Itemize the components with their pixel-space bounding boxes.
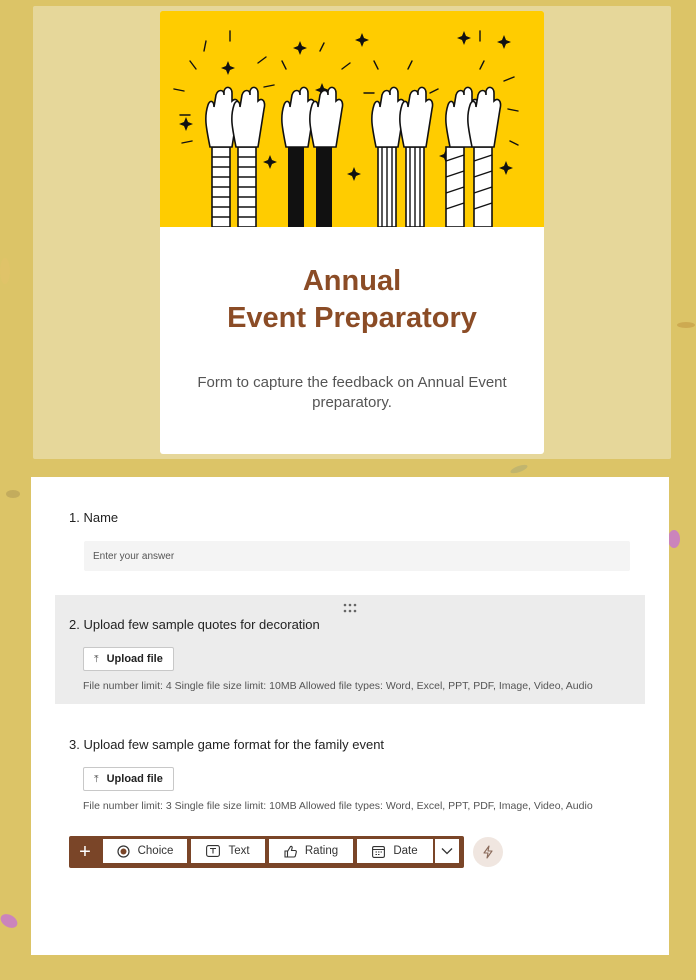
rating-label: Rating — [304, 845, 339, 857]
choice-label: Choice — [137, 845, 174, 857]
add-choice-button[interactable] — [103, 839, 187, 863]
add-new-question-button[interactable] — [69, 836, 101, 868]
add-rating-button[interactable] — [269, 839, 353, 863]
drag-handle-icon[interactable] — [343, 603, 357, 613]
calendar-icon — [372, 845, 385, 858]
file-limits-text: File number limit: 4 Single file size limit: 10MB Allowed file types: Word, Excel, PPT, PDF, Image, Video, Audio — [83, 680, 593, 692]
insights-button[interactable] — [473, 837, 503, 867]
add-question-toolbar — [69, 836, 464, 868]
lightning-icon — [482, 845, 494, 859]
form-header-card — [160, 11, 544, 454]
banner-raised-hands-illustration — [160, 11, 544, 227]
upload-icon: ⤒ — [94, 773, 99, 785]
form-title — [160, 263, 544, 337]
plus-icon: + — [79, 840, 91, 863]
form-title-line2: Event Preparatory — [227, 302, 477, 334]
text-label: Text — [228, 845, 250, 857]
radio-icon — [117, 845, 130, 858]
add-text-button[interactable] — [191, 839, 265, 863]
form-description: Form to capture the feedback on Annual Event preparatory. — [197, 374, 507, 411]
file-limits-text: File number limit: 3 Single file size limit: 10MB Allowed file types: Word, Excel, PPT, PDF, Image, Video, Audio — [83, 800, 593, 812]
question-title: 2. Upload few sample quotes for decoration — [69, 617, 320, 632]
question-title: 1. Name — [69, 510, 119, 525]
upload-icon: ⤒ — [94, 653, 99, 665]
text-box-icon — [206, 845, 220, 857]
date-label: Date — [393, 845, 418, 857]
chevron-down-icon — [441, 847, 453, 855]
upload-file-button[interactable] — [83, 647, 174, 671]
add-date-button[interactable] — [357, 839, 433, 863]
form-body — [31, 477, 669, 955]
upload-file-label: Upload file — [106, 653, 163, 665]
upload-file-label: Upload file — [106, 773, 163, 785]
more-question-types-button[interactable] — [435, 839, 459, 863]
thumb-icon — [284, 845, 297, 858]
upload-file-button[interactable] — [83, 767, 174, 791]
form-title-line1: Annual — [302, 265, 402, 297]
answer-input[interactable] — [84, 541, 630, 571]
question-title: 3. Upload few sample game format for the family event — [69, 737, 385, 752]
question-upload-quotes[interactable] — [55, 595, 645, 704]
